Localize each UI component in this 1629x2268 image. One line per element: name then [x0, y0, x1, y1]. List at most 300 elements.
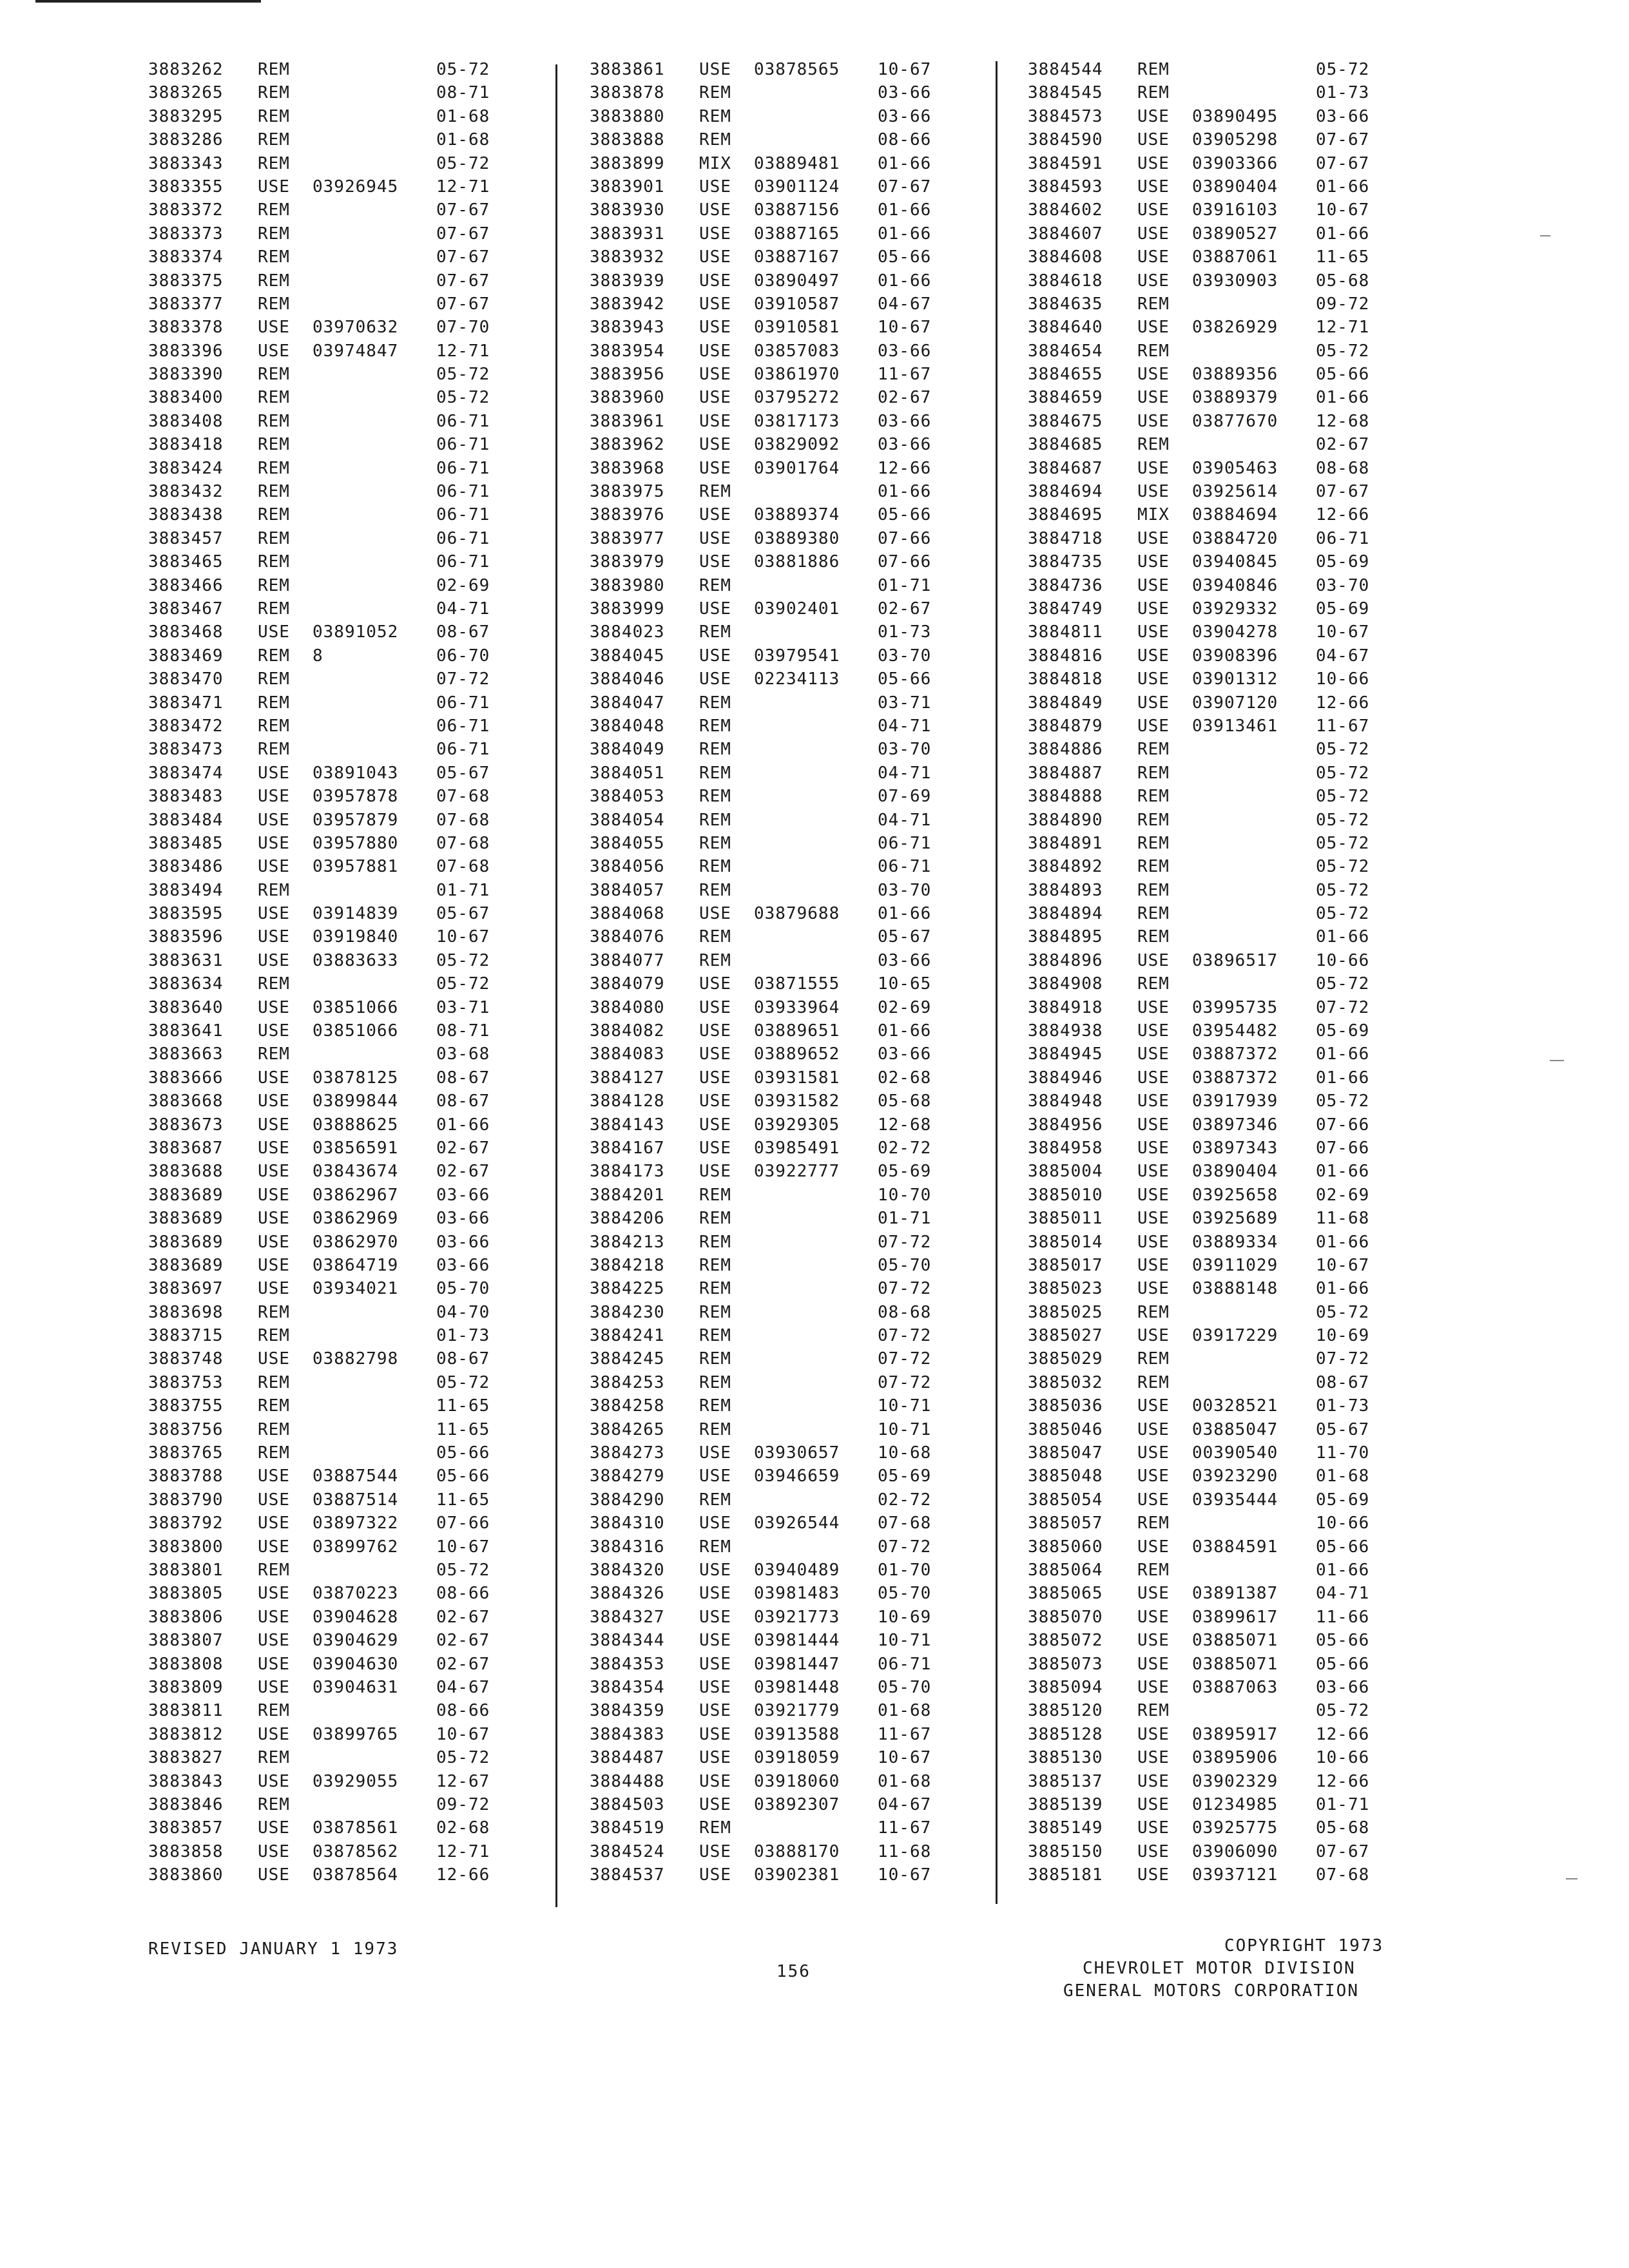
effective-date: 11-66 [1316, 1607, 1370, 1627]
action-code: REM [258, 716, 290, 736]
action-code: USE [258, 1209, 290, 1229]
part-entry [590, 1184, 989, 1207]
effective-date: 06-71 [436, 693, 490, 713]
action-code: USE [699, 388, 731, 408]
action-code: REM [258, 528, 290, 548]
effective-date: 10-67 [1316, 200, 1370, 220]
action-code: USE [258, 833, 290, 853]
effective-date: 03-66 [1316, 106, 1370, 126]
part-entry [148, 222, 548, 245]
part-entry [590, 1793, 989, 1816]
action-code: USE [699, 1631, 731, 1651]
scan-speck [1566, 1878, 1577, 1879]
part-number: 3884265 [590, 1419, 665, 1439]
part-entry [590, 1770, 989, 1793]
action-code: USE [258, 1537, 290, 1557]
replacement-number: 03919840 [313, 927, 399, 947]
part-number: 3885004 [1028, 1162, 1103, 1182]
part-entry [1028, 1441, 1427, 1465]
part-entry [590, 503, 989, 526]
part-number: 3883961 [590, 411, 665, 431]
part-entry [590, 410, 989, 433]
part-number: 3884894 [1028, 904, 1103, 924]
replacement-number: 03995735 [1192, 997, 1278, 1017]
replacement-number: 03934021 [313, 1279, 399, 1299]
replacement-number: 03870223 [313, 1584, 399, 1604]
replacement-number: 03895917 [1192, 1724, 1278, 1744]
part-entry [590, 1723, 989, 1746]
copyright-line: CHEVROLET MOTOR DIVISION [1083, 1959, 1356, 1978]
effective-date: 04-71 [878, 763, 932, 783]
replacement-number: 03930657 [754, 1443, 840, 1463]
effective-date: 10-71 [878, 1631, 932, 1651]
effective-date: 03-66 [878, 950, 932, 970]
part-number: 3883901 [590, 177, 665, 197]
part-number: 3885130 [1028, 1748, 1103, 1768]
effective-date: 05-69 [1316, 1021, 1370, 1041]
part-entry [1028, 809, 1427, 832]
replacement-number: 03889481 [754, 153, 840, 173]
action-code: REM [258, 740, 290, 760]
part-entry [1028, 1160, 1427, 1183]
part-number: 3884908 [1028, 974, 1103, 994]
action-code: USE [258, 927, 290, 947]
replacement-number: 03882798 [313, 1349, 399, 1369]
action-code: USE [258, 1068, 290, 1088]
replacement-number: 03887063 [1192, 1677, 1278, 1697]
action-code: USE [1137, 1818, 1170, 1838]
part-entry [1028, 1371, 1427, 1394]
replacement-number: 03897322 [313, 1514, 399, 1533]
replacement-number: 03883633 [313, 950, 399, 970]
part-entry [590, 620, 989, 644]
part-entry [148, 1863, 548, 1887]
part-number: 3885011 [1028, 1209, 1103, 1229]
action-code: USE [258, 1091, 290, 1111]
replacement-number: 03902381 [754, 1865, 840, 1885]
action-code: REM [1137, 740, 1170, 760]
action-code: REM [258, 646, 290, 666]
part-number: 3884890 [1028, 810, 1103, 830]
action-code: USE [699, 458, 731, 478]
replacement-number: 03929055 [313, 1771, 399, 1791]
effective-date: 10-71 [878, 1419, 932, 1439]
replacement-number: 02234113 [754, 669, 840, 689]
part-entry [148, 1231, 548, 1254]
part-number: 3883792 [148, 1514, 224, 1533]
column-left [148, 58, 548, 1887]
part-entry [590, 1394, 989, 1418]
action-code: USE [1137, 1584, 1170, 1604]
part-entry [1028, 81, 1427, 104]
effective-date: 01-73 [878, 622, 932, 642]
action-code: USE [258, 763, 290, 783]
part-number: 3884573 [1028, 106, 1103, 126]
action-code: USE [699, 1771, 731, 1791]
effective-date: 01-71 [878, 575, 932, 595]
effective-date: 07-66 [1316, 1138, 1370, 1158]
replacement-number: 03981444 [754, 1631, 840, 1651]
replacement-number: 03926544 [754, 1514, 840, 1533]
part-number: 3884718 [1028, 528, 1103, 548]
part-number: 3884057 [590, 880, 665, 900]
part-number: 3884544 [1028, 60, 1103, 79]
action-code: REM [699, 716, 731, 736]
part-entry [590, 81, 989, 104]
part-number: 3883788 [148, 1466, 224, 1486]
effective-date: 03-66 [878, 341, 932, 361]
effective-date: 05-69 [1316, 1490, 1370, 1510]
part-number: 3883467 [148, 599, 224, 619]
action-code: USE [1137, 224, 1170, 244]
effective-date: 10-67 [1316, 1255, 1370, 1275]
part-entry [148, 1699, 548, 1722]
part-number: 3884023 [590, 622, 665, 642]
action-code: USE [699, 1466, 731, 1486]
part-number: 3884816 [1028, 646, 1103, 666]
action-code: USE [258, 622, 290, 642]
effective-date: 10-67 [1316, 622, 1370, 642]
part-number: 3885181 [1028, 1865, 1103, 1885]
effective-date: 02-72 [878, 1490, 932, 1510]
part-number: 3885070 [1028, 1607, 1103, 1627]
effective-date: 05-72 [436, 950, 490, 970]
part-entry [148, 1465, 548, 1488]
effective-date: 12-71 [436, 1841, 490, 1861]
part-entry [590, 58, 989, 81]
part-number: 3884749 [1028, 599, 1103, 619]
part-number: 3884590 [1028, 130, 1103, 150]
action-code: USE [699, 177, 731, 197]
part-entry [1028, 855, 1427, 878]
effective-date: 11-67 [878, 1724, 932, 1744]
effective-date: 01-68 [436, 130, 490, 150]
part-entry [590, 1231, 989, 1254]
part-entry [590, 386, 989, 409]
effective-date: 01-68 [878, 1701, 932, 1721]
part-number: 3885029 [1028, 1349, 1103, 1369]
part-entry [590, 1816, 989, 1840]
part-number: 3883698 [148, 1302, 224, 1322]
effective-date: 01-66 [878, 200, 932, 220]
effective-date: 07-66 [878, 528, 932, 548]
part-number: 3883378 [148, 318, 224, 338]
effective-date: 12-66 [1316, 505, 1370, 525]
part-number: 3884068 [590, 904, 665, 924]
part-number: 3883596 [148, 927, 224, 947]
action-code: REM [258, 1302, 290, 1322]
part-number: 3883888 [590, 130, 665, 150]
part-entry [590, 1441, 989, 1465]
part-entry [1028, 363, 1427, 386]
part-entry [148, 550, 548, 573]
part-number: 3883687 [148, 1138, 224, 1158]
effective-date: 05-66 [1316, 1654, 1370, 1674]
part-entry [1028, 832, 1427, 855]
part-number: 3884488 [590, 1771, 665, 1791]
action-code: REM [1137, 1514, 1170, 1533]
part-entry [590, 1653, 989, 1676]
part-entry [148, 1793, 548, 1816]
effective-date: 05-66 [878, 669, 932, 689]
effective-date: 06-71 [878, 1654, 932, 1674]
effective-date: 03-71 [878, 693, 932, 713]
replacement-number: 03925775 [1192, 1818, 1278, 1838]
effective-date: 05-72 [1316, 763, 1370, 783]
action-code: USE [699, 1091, 731, 1111]
action-code: USE [1137, 552, 1170, 572]
part-entry [590, 715, 989, 738]
effective-date: 01-73 [436, 1326, 490, 1346]
part-number: 3883375 [148, 271, 224, 291]
part-entry [148, 81, 548, 104]
action-code: USE [1137, 1607, 1170, 1627]
part-number: 3884607 [1028, 224, 1103, 244]
action-code: USE [258, 1771, 290, 1791]
part-entry [148, 480, 548, 503]
effective-date: 03-66 [878, 1044, 932, 1064]
effective-date: 03-66 [878, 83, 932, 103]
part-entry [1028, 340, 1427, 363]
effective-date: 05-66 [436, 1443, 490, 1463]
part-number: 3884736 [1028, 575, 1103, 595]
part-entry [1028, 620, 1427, 644]
part-entry [1028, 1043, 1427, 1066]
part-number: 3884080 [590, 997, 665, 1017]
part-number: 3883688 [148, 1162, 224, 1182]
action-code: USE [1137, 458, 1170, 478]
part-number: 3884359 [590, 1701, 665, 1721]
replacement-number: 03970632 [313, 318, 399, 338]
action-code: REM [699, 833, 731, 853]
part-entry [148, 1676, 548, 1699]
revision-note: REVISED JANUARY 1 1973 [148, 1939, 399, 1959]
effective-date: 07-72 [878, 1232, 932, 1252]
action-code: REM [1137, 927, 1170, 947]
effective-date: 04-67 [878, 1794, 932, 1814]
part-entry [590, 1113, 989, 1137]
part-number: 3885047 [1028, 1443, 1103, 1463]
part-number: 3883286 [148, 130, 224, 150]
action-code: REM [1137, 880, 1170, 900]
part-number: 3883396 [148, 341, 224, 361]
part-entry [148, 1347, 548, 1370]
effective-date: 02-67 [436, 1607, 490, 1627]
part-entry [590, 574, 989, 597]
part-number: 3885128 [1028, 1724, 1103, 1744]
part-entry [1028, 1629, 1427, 1652]
part-entry [590, 1606, 989, 1629]
action-code: USE [258, 1255, 290, 1275]
effective-date: 02-72 [878, 1138, 932, 1158]
effective-date: 03-66 [436, 1255, 490, 1275]
effective-date: 02-67 [436, 1162, 490, 1182]
part-number: 3883484 [148, 810, 224, 830]
part-entry [148, 152, 548, 175]
replacement-number: 03890404 [1192, 1162, 1278, 1182]
part-entry [1028, 1184, 1427, 1207]
part-number: 3883827 [148, 1748, 224, 1768]
part-entry [148, 1606, 548, 1629]
part-number: 3883390 [148, 365, 224, 385]
action-code: USE [699, 669, 731, 689]
effective-date: 07-67 [1316, 130, 1370, 150]
replacement-number: 03917229 [1192, 1326, 1278, 1346]
effective-date: 05-72 [436, 365, 490, 385]
effective-date: 05-72 [436, 974, 490, 994]
part-entry [590, 1535, 989, 1559]
part-entry [148, 175, 548, 198]
part-number: 3885010 [1028, 1185, 1103, 1205]
effective-date: 05-70 [878, 1677, 932, 1697]
part-number: 3884487 [590, 1748, 665, 1768]
effective-date: 05-66 [1316, 365, 1370, 385]
effective-date: 03-66 [436, 1185, 490, 1205]
part-entry [148, 1160, 548, 1183]
action-code: USE [1137, 1677, 1170, 1697]
part-entry [1028, 972, 1427, 995]
replacement-number: 03888625 [313, 1115, 399, 1135]
effective-date: 11-68 [1316, 1209, 1370, 1229]
action-code: USE [699, 1724, 731, 1744]
part-entry [590, 597, 989, 620]
part-number: 3884055 [590, 833, 665, 853]
part-entry [590, 1043, 989, 1066]
effective-date: 12-66 [1316, 1724, 1370, 1744]
part-entry [1028, 293, 1427, 316]
action-code: REM [699, 950, 731, 970]
column-divider [996, 61, 998, 1904]
effective-date: 07-72 [1316, 997, 1370, 1017]
effective-date: 05-72 [1316, 60, 1370, 79]
effective-date: 06-70 [436, 646, 490, 666]
replacement-number: 03906090 [1192, 1841, 1278, 1861]
part-number: 3884206 [590, 1209, 665, 1229]
effective-date: 07-72 [1316, 1349, 1370, 1369]
part-number: 3883465 [148, 552, 224, 572]
action-code: USE [699, 341, 731, 361]
effective-date: 01-66 [878, 1021, 932, 1041]
part-number: 3884892 [1028, 857, 1103, 877]
part-number: 3884591 [1028, 153, 1103, 173]
effective-date: 07-72 [878, 1279, 932, 1299]
replacement-number: 03884591 [1192, 1537, 1278, 1557]
replacement-number: 03923290 [1192, 1466, 1278, 1486]
action-code: USE [699, 200, 731, 220]
action-code: USE [1137, 528, 1170, 548]
part-number: 3885120 [1028, 1701, 1103, 1721]
part-number: 3883666 [148, 1068, 224, 1088]
part-number: 3883689 [148, 1232, 224, 1252]
replacement-number: 03890404 [1192, 177, 1278, 197]
action-code: USE [699, 1514, 731, 1533]
part-entry [590, 433, 989, 456]
action-code: USE [258, 1865, 290, 1885]
part-entry [1028, 58, 1427, 81]
part-entry [590, 1254, 989, 1277]
part-entry [148, 715, 548, 738]
part-entry [590, 175, 989, 198]
part-number: 3884685 [1028, 435, 1103, 455]
replacement-number: 03930903 [1192, 271, 1278, 291]
action-code: REM [699, 810, 731, 830]
part-number: 3885025 [1028, 1302, 1103, 1322]
effective-date: 02-67 [436, 1654, 490, 1674]
effective-date: 05-70 [878, 1255, 932, 1275]
part-entry [148, 1512, 548, 1535]
part-number: 3884143 [590, 1115, 665, 1135]
effective-date: 05-69 [1316, 599, 1370, 619]
effective-date: 06-71 [436, 716, 490, 736]
action-code: REM [1137, 435, 1170, 455]
part-number: 3884082 [590, 1021, 665, 1041]
effective-date: 06-71 [436, 458, 490, 478]
part-entry [148, 363, 548, 386]
replacement-number: 03871555 [754, 974, 840, 994]
part-entry [590, 855, 989, 878]
part-entry [1028, 785, 1427, 808]
part-entry [1028, 1840, 1427, 1863]
part-entry [148, 1184, 548, 1207]
effective-date: 12-71 [436, 177, 490, 197]
part-number: 3884524 [590, 1841, 665, 1861]
part-number: 3884948 [1028, 1091, 1103, 1111]
replacement-number: 03884720 [1192, 528, 1278, 548]
part-number: 3883374 [148, 247, 224, 267]
replacement-number: 03889374 [754, 505, 840, 525]
action-code: USE [258, 1185, 290, 1205]
part-entry [148, 1840, 548, 1863]
part-number: 3883472 [148, 716, 224, 736]
replacement-number: 03929305 [754, 1115, 840, 1135]
part-entry [1028, 1231, 1427, 1254]
effective-date: 05-72 [1316, 1701, 1370, 1721]
replacement-number: 03910587 [754, 294, 840, 314]
part-entry [148, 644, 548, 668]
part-entry [148, 1418, 548, 1441]
action-code: USE [699, 1748, 731, 1768]
part-entry [1028, 1019, 1427, 1043]
replacement-number: 03888148 [1192, 1279, 1278, 1299]
part-entry [148, 809, 548, 832]
part-number: 3884290 [590, 1490, 665, 1510]
part-entry [1028, 574, 1427, 597]
part-number: 3884602 [1028, 200, 1103, 220]
action-code: REM [1137, 60, 1170, 79]
column-divider [555, 64, 557, 1907]
replacement-number: 03817173 [754, 411, 840, 431]
part-entry [590, 972, 989, 995]
part-entry [1028, 668, 1427, 691]
part-entry [1028, 1699, 1427, 1722]
part-entry [148, 1113, 548, 1137]
effective-date: 10-69 [1316, 1326, 1370, 1346]
action-code: REM [258, 60, 290, 79]
effective-date: 05-66 [436, 1466, 490, 1486]
action-code: REM [258, 1701, 290, 1721]
effective-date: 04-67 [1316, 646, 1370, 666]
effective-date: 11-67 [1316, 716, 1370, 736]
action-code: USE [699, 294, 731, 314]
part-number: 3883962 [590, 435, 665, 455]
action-code: USE [1137, 1279, 1170, 1299]
part-number: 3885048 [1028, 1466, 1103, 1486]
part-entry [148, 105, 548, 128]
part-number: 3884047 [590, 693, 665, 713]
part-entry [1028, 1113, 1427, 1137]
replacement-number: 03981448 [754, 1677, 840, 1697]
part-number: 3884167 [590, 1138, 665, 1158]
